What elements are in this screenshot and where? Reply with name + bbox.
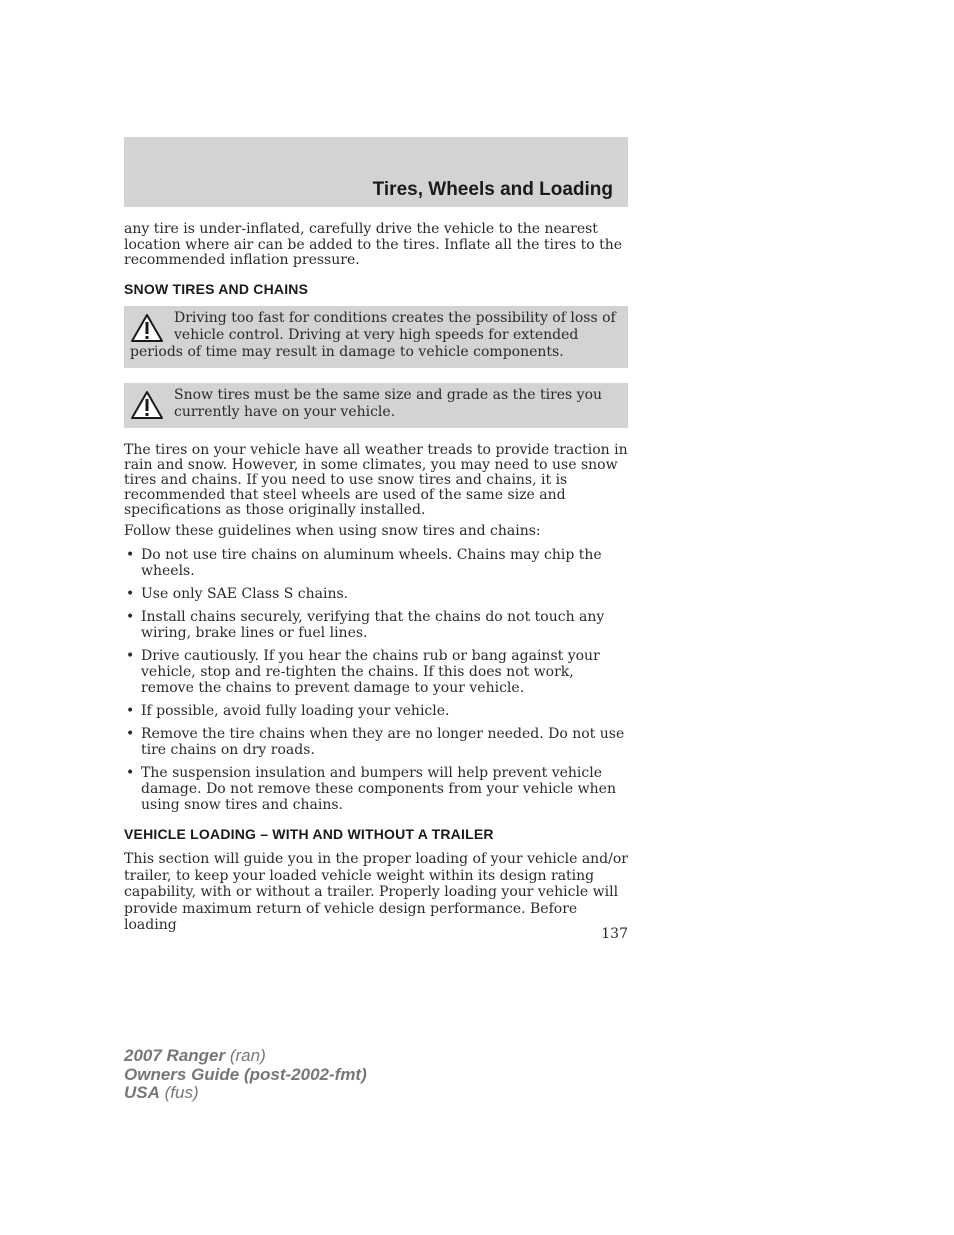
warning-triangle-icon bbox=[130, 313, 164, 343]
footer-guide: Owners Guide (post-2002-fmt) bbox=[124, 1064, 367, 1084]
section-header-band bbox=[124, 137, 628, 207]
loading-paragraph-1: This section will guide you in the proper loading of your vehicle and/or trailer, to keep your loaded vehicle weight within its design rating capability, with or without a trailer. Properly loading your vehicle will provide maximum return of vehicle design performance. Before loading bbox=[124, 851, 628, 933]
intro-paragraph: any tire is under-inflated, carefully drive the vehicle to the nearest location where air can be added to the tires. Inflate all the tires to the recommended inflation pressure. bbox=[124, 221, 623, 268]
warning-box-snow-tires bbox=[124, 383, 628, 428]
footer-market: USA bbox=[124, 1083, 160, 1102]
list-item: • Remove the tire chains when they are no longer needed. Do not use tire chains on dry roads. bbox=[124, 726, 628, 758]
document-footer bbox=[124, 1047, 367, 1103]
footer-line-2 bbox=[124, 1066, 367, 1085]
list-item: • Drive cautiously. If you hear the chains rub or bang against your vehicle, stop and re-tighten the chains. If this does not work, remove the chains to prevent damage to your vehicle. bbox=[124, 648, 628, 696]
list-item: • Use only SAE Class S chains. bbox=[124, 586, 628, 602]
page-number: 137 bbox=[601, 926, 628, 942]
warning-triangle-icon bbox=[130, 390, 164, 420]
footer-line-1 bbox=[124, 1047, 367, 1066]
page-content bbox=[124, 222, 628, 940]
list-item: • If possible, avoid fully loading your vehicle. bbox=[124, 703, 628, 719]
footer-market-code: (fus) bbox=[164, 1083, 199, 1102]
list-item: • The suspension insulation and bumpers will help prevent vehicle damage. Do not remove these components from your vehicle when using snow tires and chains. bbox=[124, 765, 628, 813]
warning-box-speed bbox=[124, 306, 628, 368]
footer-line-3 bbox=[124, 1084, 367, 1103]
warning-text-snow-tires: Snow tires must be the same size and grade as the tires you currently have on your vehicle. bbox=[174, 387, 603, 420]
vehicle-loading-heading: VEHICLE LOADING – WITH AND WITHOUT A TRAILER bbox=[124, 825, 494, 842]
snow-tires-heading: SNOW TIRES AND CHAINS bbox=[124, 280, 309, 297]
snow-guidelines-list bbox=[124, 547, 628, 813]
snow-paragraph-2: Follow these guidelines when using snow tires and chains: bbox=[124, 523, 541, 539]
warning-text-speed: Driving too fast for conditions creates the possibility of loss of vehicle control. Driving at very high speeds for extended periods of time may result in damage to vehicle components. bbox=[130, 310, 616, 360]
section-title: Tires, Wheels and Loading bbox=[372, 179, 613, 200]
snow-paragraph-1: The tires on your vehicle have all weather treads to provide traction in rain and snow. However, in some climates, you may need to use snow tires and chains. If you need to use snow tires and chains, it is recommended that steel wheels are used of the same size and specifications as those originally installed. bbox=[124, 442, 628, 518]
footer-model-code: (ran) bbox=[229, 1046, 266, 1065]
list-item: • Do not use tire chains on aluminum wheels. Chains may chip the wheels. bbox=[124, 547, 628, 579]
footer-model: 2007 Ranger bbox=[124, 1046, 226, 1065]
list-item: • Install chains securely, verifying that the chains do not touch any wiring, brake lines or fuel lines. bbox=[124, 609, 628, 641]
